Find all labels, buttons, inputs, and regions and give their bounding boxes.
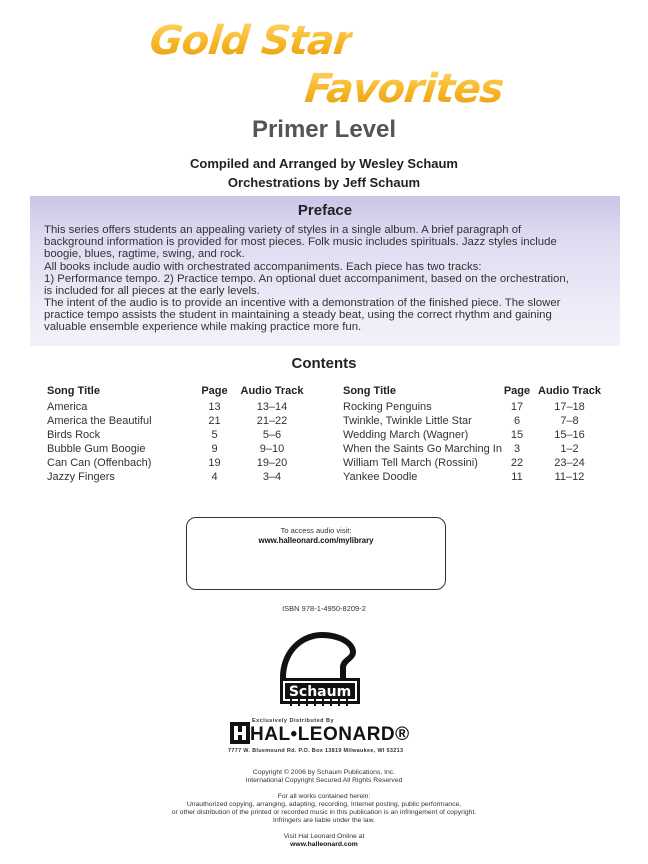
song-title: America bbox=[47, 401, 88, 413]
song-title: America the Beautiful bbox=[47, 415, 152, 427]
song-page: 19 bbox=[208, 457, 221, 469]
song-title: Twinkle, Twinkle Little Star bbox=[343, 415, 472, 427]
song-title: Jazzy Fingers bbox=[47, 471, 115, 483]
audio-access-label: To access audio visit: bbox=[280, 526, 352, 535]
col-song-title: Song Title bbox=[343, 385, 396, 397]
schaum-logo bbox=[276, 628, 366, 710]
song-title: Bubble Gum Boogie bbox=[47, 443, 146, 455]
legal-line-3: or other distribution of the printed or recorded music in this publication is an infringement of copyright. bbox=[171, 809, 477, 816]
distributor-name: HAL•LEONARD® bbox=[250, 724, 410, 745]
song-page: 9 bbox=[211, 443, 218, 455]
contents-table-right bbox=[343, 382, 608, 484]
distributor-address: 7777 W. Bluemound Rd. P.O. Box 13819 Milwaukee, WI 53213 bbox=[228, 748, 404, 754]
contents-table-left bbox=[47, 382, 312, 484]
level-heading: Primer Level bbox=[251, 116, 397, 143]
visit-url[interactable]: www.halleonard.com bbox=[290, 841, 358, 848]
preface-line: This series offers students an appealing variety of styles in a single album. A brief paragraph of bbox=[44, 224, 522, 236]
audio-access-box bbox=[186, 517, 446, 590]
legal-line-4: Infringers are liable under the law. bbox=[272, 817, 375, 824]
table-row bbox=[47, 442, 312, 456]
song-title: Rocking Penguins bbox=[343, 401, 432, 413]
preface-line: is included for all pieces at the early levels. bbox=[44, 285, 260, 297]
song-page: 5 bbox=[211, 429, 218, 441]
song-track: 23–24 bbox=[554, 457, 585, 469]
song-title: William Tell March (Rossini) bbox=[343, 457, 478, 469]
song-title: When the Saints Go Marching In bbox=[343, 443, 502, 455]
song-track: 5–6 bbox=[262, 429, 282, 441]
table-row bbox=[343, 400, 608, 414]
table-row bbox=[343, 470, 608, 484]
song-title: Yankee Doodle bbox=[343, 471, 418, 483]
legal-line-2: Unauthorized copying, arranging, adapting, recording, Internet posting, public performance, bbox=[186, 801, 462, 808]
compiled-by: Compiled and Arranged by Wesley Schaum bbox=[189, 156, 458, 171]
preface-line: practice tempo assists the student in maintaining a steady beat, using the correct rhythm and gaining bbox=[44, 309, 552, 321]
song-track: 19–20 bbox=[256, 457, 288, 469]
song-track: 11–12 bbox=[554, 471, 585, 483]
visit-label: Visit Hal Leonard Online at bbox=[283, 833, 365, 840]
song-track: 3–4 bbox=[262, 471, 282, 483]
song-page: 13 bbox=[208, 401, 221, 413]
song-track: 15–16 bbox=[554, 429, 585, 441]
table-row bbox=[343, 414, 608, 428]
col-audio-track: Audio Track bbox=[240, 385, 304, 397]
title-line-1: Gold Star bbox=[147, 18, 355, 64]
title-line-2: Favorites bbox=[302, 66, 506, 112]
song-track: 7–8 bbox=[560, 415, 579, 427]
table-row bbox=[47, 414, 312, 428]
song-track: 17–18 bbox=[554, 401, 585, 413]
col-song-title: Song Title bbox=[47, 385, 100, 397]
distributor-label: Exclusively Distributed By bbox=[252, 718, 335, 724]
preface-heading: Preface bbox=[297, 202, 353, 219]
copyright-line-2: International Copyright Secured All Rights Reserved bbox=[245, 777, 403, 784]
table-row bbox=[47, 428, 312, 442]
isbn: ISBN 978-1-4950-8209-2 bbox=[282, 604, 366, 613]
preface-line: All books include audio with orchestrated accompaniments. Each piece has two tracks: bbox=[44, 261, 482, 273]
song-page: 11 bbox=[511, 471, 523, 483]
contents-heading: Contents bbox=[291, 355, 357, 372]
schaum-logo-text: Schaum bbox=[288, 684, 352, 700]
col-page: Page bbox=[503, 385, 531, 397]
table-row bbox=[47, 400, 312, 414]
song-track: 21–22 bbox=[256, 415, 288, 427]
song-page: 6 bbox=[513, 415, 521, 427]
preface-panel bbox=[30, 196, 620, 346]
song-title: Birds Rock bbox=[47, 429, 101, 441]
legal-line-1: For all works contained herein: bbox=[277, 793, 371, 800]
table-row bbox=[343, 428, 608, 442]
col-page: Page bbox=[201, 385, 228, 397]
song-page: 21 bbox=[208, 415, 221, 427]
song-track: 1–2 bbox=[560, 443, 579, 455]
song-page: 17 bbox=[510, 401, 524, 413]
preface-line: The intent of the audio is to provide an incentive with a demonstration of the finished piece. The slower bbox=[44, 297, 561, 309]
song-page: 4 bbox=[211, 471, 218, 483]
song-track: 13–14 bbox=[256, 401, 288, 413]
preface-line: valuable ensemble experience while making practice more fun. bbox=[44, 321, 362, 333]
song-track: 9–10 bbox=[259, 443, 285, 455]
song-title: Can Can (Offenbach) bbox=[47, 457, 152, 469]
audio-access-url[interactable]: www.halleonard.com/mylibrary bbox=[258, 536, 374, 545]
song-page: 22 bbox=[510, 457, 524, 469]
table-row bbox=[47, 456, 312, 470]
table-row bbox=[343, 442, 608, 456]
col-audio-track: Audio Track bbox=[538, 385, 601, 397]
song-title: Wedding March (Wagner) bbox=[343, 429, 469, 441]
song-page: 15 bbox=[510, 429, 524, 441]
table-row bbox=[343, 456, 608, 470]
table-row bbox=[47, 470, 312, 484]
preface-line: boogie, blues, ragtime, swing, and rock. bbox=[44, 248, 245, 260]
hal-leonard-logo-icon bbox=[230, 722, 250, 744]
copyright-line-1: Copyright © 2006 by Schaum Publications, Inc. bbox=[252, 769, 396, 776]
preface-line: background information is provided for most pieces. Folk music includes spirituals. Jazz styles include bbox=[44, 236, 557, 248]
song-page: 3 bbox=[513, 443, 521, 455]
orchestrations-by: Orchestrations by Jeff Schaum bbox=[227, 175, 421, 190]
preface-line: 1) Performance tempo. 2) Practice tempo. An optional duet accompaniment, based on the orchestration, bbox=[44, 273, 569, 285]
